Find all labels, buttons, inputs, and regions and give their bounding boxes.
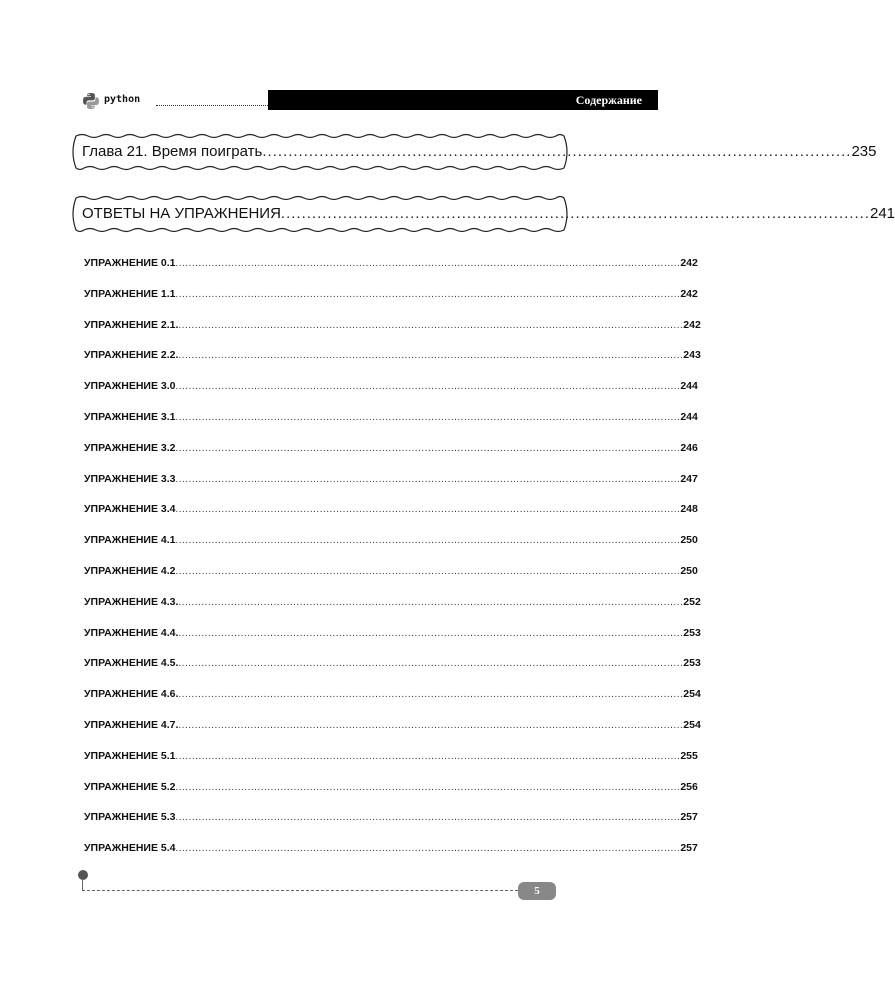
chapter-title: Глава 21. Время поиграть bbox=[82, 143, 263, 160]
toc-entry[interactable] bbox=[84, 534, 698, 565]
toc-entry[interactable] bbox=[84, 749, 698, 781]
entry-page: 253 bbox=[683, 626, 701, 639]
toc-list bbox=[84, 257, 701, 873]
toc-entry[interactable] bbox=[84, 318, 701, 350]
entry-page: 246 bbox=[680, 441, 698, 454]
entry-label: УПРАЖНЕНИЕ 4.2 bbox=[84, 564, 176, 577]
toc-entry[interactable] bbox=[84, 410, 698, 442]
toc-entry[interactable] bbox=[84, 626, 701, 658]
leader-dots: .......................................................................................................................................................... bbox=[175, 381, 681, 393]
entry-label: УПРАЖНЕНИЕ 5.3 bbox=[84, 811, 176, 824]
leader-dots: .......................................................................................................................................................... bbox=[175, 258, 681, 269]
entry-label: УПРАЖНЕНИЕ 4.1 bbox=[84, 534, 176, 547]
entry-label: УПРАЖНЕНИЕ 3.0 bbox=[84, 380, 176, 393]
footer-marker-icon bbox=[78, 870, 88, 880]
entry-label: УПРАЖНЕНИЕ 3.4 bbox=[84, 503, 176, 516]
leader-dots: .......................................................................................................................................................... bbox=[178, 596, 684, 608]
entry-page: 244 bbox=[680, 380, 698, 393]
toc-entry[interactable] bbox=[84, 441, 698, 473]
toc-entry[interactable] bbox=[84, 718, 701, 750]
leader-dots: .......................................................................................................................................................... bbox=[175, 843, 681, 855]
brand-name: python bbox=[104, 94, 141, 105]
toc-entry[interactable] bbox=[84, 472, 698, 504]
entry-label: УПРАЖНЕНИЕ 3.3 bbox=[84, 472, 176, 485]
leader-dots: .......................................................................................................................................................... bbox=[175, 442, 681, 454]
toc-entry[interactable] bbox=[84, 811, 698, 842]
entry-page: 253 bbox=[683, 657, 701, 670]
entry-page: 247 bbox=[680, 472, 698, 485]
toc-entry[interactable] bbox=[84, 349, 701, 380]
entry-label: УПРАЖНЕНИЕ 3.2 bbox=[84, 441, 176, 454]
leader-dots: .......................................................................................................................................................... bbox=[175, 288, 681, 300]
answers-box bbox=[68, 190, 895, 238]
section-title: Содержание bbox=[575, 93, 642, 107]
entry-label: УПРАЖНЕНИЕ 1.1 bbox=[84, 287, 176, 300]
toc-entry[interactable] bbox=[84, 842, 698, 873]
section-page: 241 bbox=[870, 205, 895, 222]
toc-entry[interactable] bbox=[84, 287, 698, 319]
entry-page: 257 bbox=[680, 842, 698, 855]
footer-divider bbox=[82, 890, 518, 891]
entry-page: 248 bbox=[680, 503, 698, 516]
leader-dots: .......................................................................................................................................................... bbox=[175, 473, 681, 485]
entry-page: 242 bbox=[683, 318, 701, 331]
page-header bbox=[82, 90, 658, 114]
entry-label: УПРАЖНЕНИЕ 4.7. bbox=[84, 718, 179, 731]
entry-page: 242 bbox=[680, 257, 698, 269]
leader-dots: .......................................................................................................................................................... bbox=[175, 504, 681, 516]
toc-entry[interactable] bbox=[84, 380, 698, 411]
leader-dots: .......................................................................................................................................................... bbox=[175, 781, 681, 793]
entry-label: УПРАЖНЕНИЕ 0.1 bbox=[84, 257, 176, 269]
entry-label: УПРАЖНЕНИЕ 5.2 bbox=[84, 780, 176, 793]
leader-dots: .......................................................................................................................................................... bbox=[178, 719, 684, 731]
entry-page: 244 bbox=[680, 410, 698, 423]
entry-label: УПРАЖНЕНИЕ 2.2. bbox=[84, 349, 179, 362]
leader-dots: .......................................................................................................................................................... bbox=[175, 411, 681, 423]
entry-page: 257 bbox=[680, 811, 698, 824]
leader-dots: .......................................................................................................................................................... bbox=[178, 350, 684, 362]
leader-dots: .......................................................................................................................................................... bbox=[175, 535, 681, 547]
leader-dots: .......................................................................................................................................................... bbox=[178, 658, 684, 670]
entry-label: УПРАЖНЕНИЕ 4.4. bbox=[84, 626, 179, 639]
leader-dots: .......................................................................................................................................................... bbox=[178, 319, 684, 331]
footer-stem bbox=[82, 880, 83, 890]
toc-entry[interactable] bbox=[84, 657, 701, 688]
leader-dots: .................................................................................................................. bbox=[262, 143, 852, 160]
leader-dots: .................................................................................................................. bbox=[280, 205, 870, 222]
toc-entry[interactable] bbox=[84, 503, 698, 534]
entry-label: УПРАЖНЕНИЕ 2.1. bbox=[84, 318, 179, 331]
entry-page: 255 bbox=[680, 749, 698, 762]
entry-page: 250 bbox=[680, 564, 698, 577]
leader-dots: .......................................................................................................................................................... bbox=[178, 627, 684, 639]
entry-page: 250 bbox=[680, 534, 698, 547]
entry-label: УПРАЖНЕНИЕ 4.6. bbox=[84, 688, 179, 701]
section-heading: ОТВЕТЫ НА УПРАЖНЕНИЯ bbox=[82, 205, 281, 222]
entry-page: 252 bbox=[683, 595, 701, 608]
entry-page: 254 bbox=[683, 688, 701, 701]
entry-label: УПРАЖНЕНИЕ 3.1 bbox=[84, 410, 176, 423]
entry-label: УПРАЖНЕНИЕ 4.5. bbox=[84, 657, 179, 670]
header-bar bbox=[268, 90, 658, 110]
python-logo-icon bbox=[82, 92, 100, 110]
toc-entry[interactable] bbox=[84, 688, 701, 719]
chapter-page: 235 bbox=[851, 143, 877, 160]
page-number: 5 bbox=[518, 882, 556, 900]
entry-label: УПРАЖНЕНИЕ 5.4 bbox=[84, 842, 176, 855]
entry-label: УПРАЖНЕНИЕ 4.3. bbox=[84, 595, 179, 608]
chapter-box bbox=[68, 128, 877, 176]
toc-entry[interactable] bbox=[84, 564, 698, 596]
toc-entry[interactable] bbox=[84, 595, 701, 627]
leader-dots: .......................................................................................................................................................... bbox=[178, 689, 684, 701]
leader-dots: .......................................................................................................................................................... bbox=[175, 750, 681, 762]
entry-page: 256 bbox=[680, 780, 698, 793]
leader-dots: .......................................................................................................................................................... bbox=[175, 565, 681, 577]
entry-page: 243 bbox=[683, 349, 701, 362]
toc-entry[interactable] bbox=[84, 780, 698, 812]
entry-label: УПРАЖНЕНИЕ 5.1 bbox=[84, 749, 176, 762]
entry-page: 242 bbox=[680, 287, 698, 300]
entry-page: 254 bbox=[683, 718, 701, 731]
leader-dots: .......................................................................................................................................................... bbox=[175, 812, 681, 824]
toc-entry[interactable] bbox=[84, 257, 698, 288]
